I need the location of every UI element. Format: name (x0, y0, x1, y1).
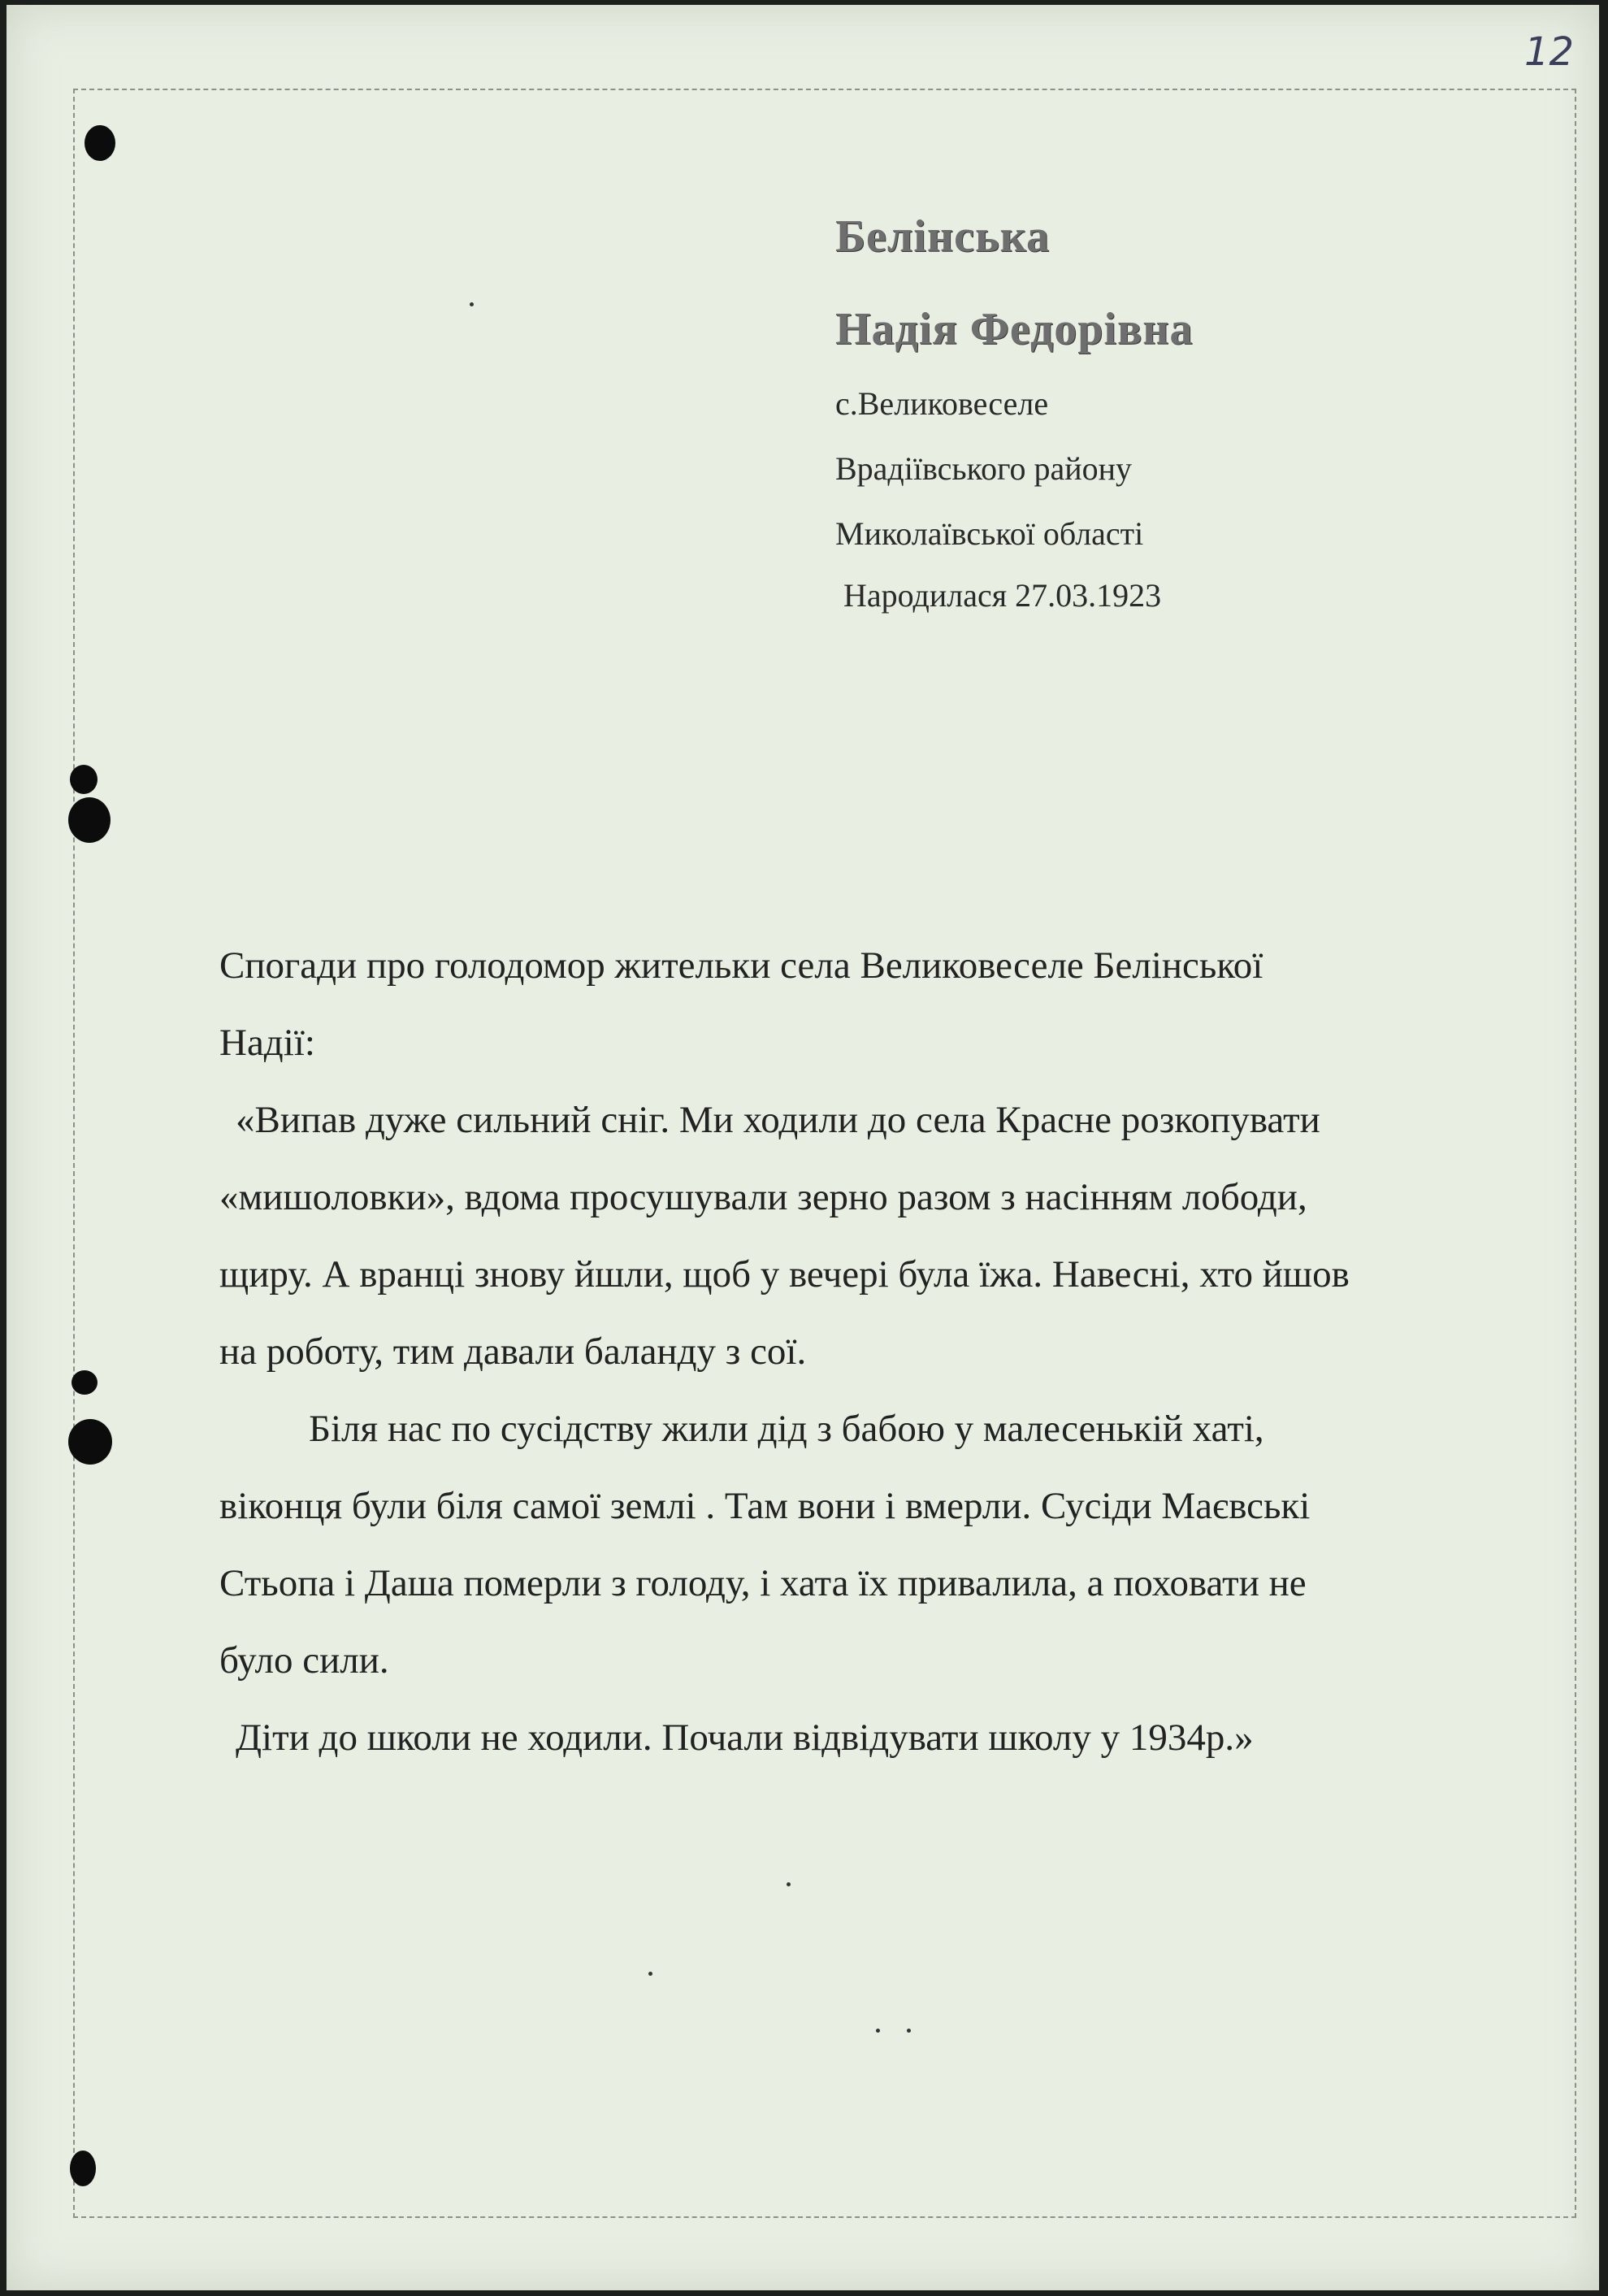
region-line: Миколаївської області (835, 515, 1144, 552)
document-page (7, 5, 1599, 2290)
paper-speck (470, 302, 474, 306)
district-line: Врадіївського району (835, 450, 1133, 487)
village-line: с.Великовеселе (835, 385, 1049, 422)
birth-date-line: Народилася 27.03.1923 (843, 577, 1162, 614)
text-line: «мишоловки», вдома просушували зерно разом з насінням лободи, (219, 1176, 1307, 1218)
punch-hole (68, 797, 111, 843)
text-line: Біля нас по сусідству жили дід з бабою у малесенькій хаті, (309, 1408, 1264, 1450)
text-line: Стьопа і Даша померли з голоду, і хата їх привалила, а поховати не (219, 1562, 1307, 1604)
text-line: віконця були біля самої землі . Там вони і вмерли. Сусіди Маєвські (219, 1485, 1311, 1527)
text-line: Спогади про голодомор жительки села Великовеселе Белінської (219, 944, 1263, 987)
text-line: «Випав дуже сильний сніг. Ми ходили до села Красне розкопувати (236, 1099, 1320, 1141)
text-line: Надії: (219, 1022, 315, 1064)
text-line: щиру. А вранці знову йшли, щоб у вечері була їжа. Навесні, хто йшов (219, 1253, 1350, 1296)
punch-hole (70, 2151, 96, 2186)
paper-speck (907, 2029, 911, 2033)
punch-hole (85, 125, 115, 161)
paper-speck (787, 1882, 791, 1886)
punch-hole (70, 765, 98, 794)
person-header (835, 212, 1567, 614)
handwritten-page-number: 12 (1524, 29, 1575, 75)
memoir-text (219, 927, 1519, 1777)
punch-hole (72, 1370, 98, 1395)
given-names: Надія Федорівна (835, 304, 1194, 354)
text-line: було сили. (219, 1639, 389, 1682)
text-line: на роботу, тим давали баланду з сої. (219, 1330, 807, 1373)
paper-speck (876, 2029, 880, 2033)
surname: Белінська (835, 211, 1051, 262)
text-line: Діти до школи не ходили. Почали відвідувати школу у 1934р.» (236, 1717, 1254, 1759)
paper-speck (648, 1972, 652, 1976)
punch-hole (68, 1419, 112, 1465)
